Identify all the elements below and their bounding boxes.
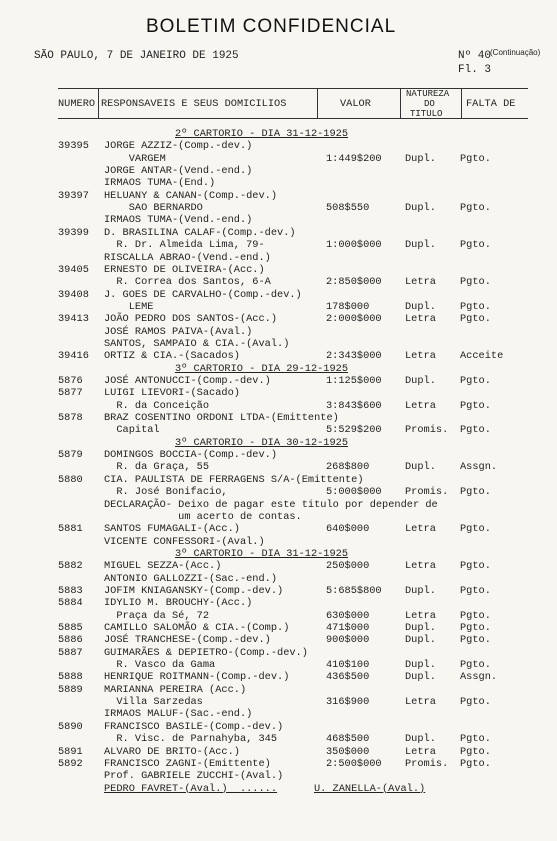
entry-text: R. José Bonifacio, [104,486,228,499]
entry-text: FRANCISCO BASILE-(Comp.-dev.) [104,720,284,733]
entry-reason: Pgto. [460,523,491,536]
entry-reason: Pgto. [460,634,491,647]
entry-value: 1:000$000 [326,239,382,252]
entry-reason: Pgto. [460,696,491,709]
entry-reason: Acceite [460,350,504,363]
entry-number: 5884 [58,597,83,610]
entry-value: 268$800 [326,461,370,474]
entry-text: VICENTE CONFESSORI-(Aval.) [104,535,265,548]
entry-nature: Letra [405,523,436,536]
entry-nature: Letra [405,609,436,622]
entry-nature: Dupl. [405,659,436,672]
entry-text: GUIMARÃES & DEPIETRO-(Comp.-dev.) [104,646,308,659]
entry-reason: Pgto. [460,584,491,597]
entry-reason: Pgto. [460,239,491,252]
entry-reason: Pgto. [460,609,491,622]
entry-text: ORTIZ & CIA.-(Sacados) [104,350,240,363]
entry-nature: Dupl. [405,584,436,597]
entry-text: JORGE AZZIZ-(Comp.-dev.) [104,140,253,153]
entry-nature: Letra [405,696,436,709]
entry-text: VARGEM [104,152,166,165]
entry-number: 5885 [58,622,83,634]
entry-number: 5879 [58,449,83,462]
entry-nature: Dupl. [405,202,436,215]
entry-text: HENRIQUE ROITMANN-(Comp.-dev.) [104,671,290,684]
entry-text: LEME [104,300,154,313]
entry-text: JOSÉ ANTONUCCI-(Comp.-dev.) [104,375,271,387]
entry-nature: Letra [405,313,436,326]
section-heading: 3º CARTORIO - DIA 29-12-1925 [175,362,349,375]
entry-value: 350$000 [326,745,370,758]
entry-text: R. da Conceição [104,399,210,412]
entry-value: 1:125$000 [326,375,382,387]
entry-number: 5887 [58,646,83,659]
col-header-falta: FALTA DE [466,98,516,110]
entry-text: CAMILLO SALOMÃO & CIA.-(Comp.) [104,622,290,634]
continuation-label: (Continuação) [490,48,541,57]
entry-text: RISCALLA ABRAO-(Vend.-end.) [104,251,271,264]
entry-value: 410$100 [326,659,370,672]
entry-reason: Pgto. [460,276,491,289]
entry-text: MIGUEL SEZZA-(Acc.) [104,560,222,573]
entry-text: Prof. GABRIELE ZUCCHI-(Aval.) [104,770,284,783]
entry-reason: Assgn. [460,671,498,684]
entry-nature: Letra [405,276,436,289]
entry-number: 5880 [58,473,83,486]
entry-value: 2:343$000 [326,350,382,363]
entry-value: 630$000 [326,609,370,622]
entry-text: MARIANNA PEREIRA (Acc.) [104,683,247,696]
section-heading: 3º CARTORIO - DIA 30-12-1925 [175,436,349,449]
entry-value: 5:000$000 [326,486,382,499]
entry-text: SANTOS, SAMPAIO & CIA.-(Aval.) [104,337,290,350]
entry-reason: Pgto. [460,399,491,412]
entry-text: IRMAOS MALUF-(Sac.-end.) [104,708,253,721]
entry-number: 5881 [58,523,83,536]
sheet-number: Fl. 3 [458,64,492,76]
entry-text: CIA. PAULISTA DE FERRAGENS S/A-(Emittente) [104,473,364,486]
entry-text: ERNESTO DE OLIVEIRA-(Acc.) [104,263,265,276]
entry-nature: Dupl. [405,300,436,313]
entry-nature: Promis. [405,424,449,437]
entry-value: 250$000 [326,560,370,573]
entry-nature: Promis. [405,486,449,499]
entry-text: JOSÉ TRANCHESE-(Comp.-dev.) [104,634,271,647]
col-header-numero: NUMERO [58,98,96,110]
entry-text: PEDRO FAVRET-(Aval.) ...... [104,782,278,795]
entry-nature: Dupl. [405,671,436,684]
entry-text: DECLARAÇÃO- Deixo de pagar este titulo por depender de [104,498,438,511]
entry-number: 39408 [58,288,89,301]
entry-value: 178$000 [326,300,370,313]
col-divider-4 [461,88,462,119]
entry-number: 5889 [58,683,83,696]
entry-nature: Dupl. [405,634,436,647]
entry-reason: Pgto. [460,622,491,634]
entry-text: J. GOES DE CARVALHO-(Comp.-dev.) [104,288,302,301]
entry-value: 316$900 [326,696,370,709]
bulletin-number: Nº 40 [458,50,492,62]
entry-reason: Pgto. [460,757,491,770]
entry-text: JOFIM KNIAGANSKY-(Comp.-dev.) [104,584,284,597]
header-top-rule [58,88,528,89]
entry-nature: Dupl. [405,461,436,474]
entry-text: IRMAOS TUMA-(Vend.-end.) [104,214,253,227]
col-divider-3 [400,88,401,119]
entry-number: 5882 [58,560,83,573]
entry-nature: Letra [405,560,436,573]
entry-nature: Letra [405,350,436,363]
entry-number: 39413 [58,313,89,326]
entry-text: SAO BERNARDO [104,202,203,215]
entry-nature: Letra [405,745,436,758]
entry-text: Capital [104,424,160,437]
place-date: SÃO PAULO, 7 DE JANEIRO DE 1925 [34,50,239,62]
entry-value: 2:000$000 [326,313,382,326]
entry-number: 5890 [58,720,83,733]
entry-reason: Pgto. [460,313,491,326]
entry-value: 5:529$200 [326,424,382,437]
entry-nature: Dupl. [405,239,436,252]
document-title: BOLETIM CONFIDENCIAL [146,16,397,37]
entry-value: 508$550 [326,202,370,215]
entry-reason: Pgto. [460,486,491,499]
entry-text: JOÃO PEDRO DOS SANTOS-(Acc.) [104,313,278,326]
entry-reason: Pgto. [460,659,491,672]
entry-number: 5888 [58,671,83,684]
entry-reason: Pgto. [460,202,491,215]
entry-reason: Pgto. [460,300,491,313]
entry-reason: Pgto. [460,745,491,758]
entry-number: 5883 [58,584,83,597]
entry-text: SANTOS FUMAGALI-(Acc.) [104,523,240,536]
entry-number: 5886 [58,634,83,647]
entry-reason: Pgto. [460,560,491,573]
entry-nature: Dupl. [405,375,436,387]
entry-text: D. BRASILINA CALAF-(Comp.-dev.) [104,226,296,239]
entry-text: R. Dr. Almeida Lima, 79- [104,239,265,252]
entry-text: IRMAOS TUMA-(End.) [104,177,216,190]
entry-number: 5878 [58,412,83,425]
entry-text: Villa Sarzedas [104,696,203,709]
col-header-natureza-do: DO [424,99,435,109]
entry-text: FRANCISCO ZAGNI-(Emittente) [104,757,271,770]
entry-nature: Dupl. [405,622,436,634]
entry-nature: Letra [405,399,436,412]
entry-nature: Dupl. [405,733,436,746]
entry-value: 2:850$000 [326,276,382,289]
col-header-natureza: NATUREZA [406,89,450,99]
section-heading: 3º CARTORIO - DIA 31-12-1925 [175,547,349,560]
entry-reason: Pgto. [460,424,491,437]
entry-value: 5:685$800 [326,584,382,597]
entry-text: BRAZ COSENTINO ORDONI LTDA-(Emittente) [104,412,339,425]
entry-reason: Assgn. [460,461,498,474]
col-header-valor: VALOR [340,98,371,110]
entry-text: um acerto de contas. [104,510,302,523]
entry-number: 5891 [58,745,83,758]
entry-text: R. Correa dos Santos, 6-A [104,276,271,289]
entry-number: 39405 [58,263,89,276]
entry-text: R. da Graça, 55 [104,461,210,474]
entry-number: 5876 [58,375,83,387]
entry-value: 1:449$200 [326,152,382,165]
col-header-natureza-titulo: TITULO [410,109,443,119]
entry-number: 39395 [58,140,89,153]
entry-nature: Dupl. [405,152,436,165]
entry-text: R. Visc. de Parnahyba, 345 [104,733,278,746]
col-divider-2 [317,88,318,119]
entry-text: JOSÉ RAMOS PAIVA-(Aval.) [104,325,253,338]
entry-value: 2:500$000 [326,757,382,770]
entry-reason: Pgto. [460,375,491,387]
entry-text: LUIGI LIEVORI-(Sacado) [104,387,240,400]
entry-text: IDYLIO M. BROUCHY-(Acc.) [104,597,253,610]
entry-text: DOMINGOS BOCCIA-(Comp.-dev.) [104,449,278,462]
entry-value: U. ZANELLA-(Aval.) [314,782,426,795]
entry-value: 900$000 [326,634,370,647]
entry-text: HELUANY & CANAN-(Comp.-dev.) [104,189,278,202]
entry-text: Praça da Sé, 72 [104,609,210,622]
entry-nature: Promis. [405,757,449,770]
entry-value: 3:843$600 [326,399,382,412]
entry-text: R. Vasco da Gama [104,659,216,672]
entry-reason: Pgto. [460,733,491,746]
entry-number: 39399 [58,226,89,239]
entry-number: 5877 [58,387,83,400]
entry-text: ALVARO DE BRITO-(Acc.) [104,745,240,758]
entry-reason: Pgto. [460,152,491,165]
entry-value: 436$500 [326,671,370,684]
section-heading: 2º CARTORIO - DIA 31-12-1925 [175,128,349,140]
entry-number: 39397 [58,189,89,202]
entry-number: 5892 [58,757,83,770]
entry-text: JORGE ANTAR-(Vend.-end.) [104,165,253,178]
entry-value: 468$500 [326,733,370,746]
entry-value: 640$000 [326,523,370,536]
entry-value: 471$000 [326,622,370,634]
entry-number: 39416 [58,350,89,363]
col-header-responsaveis: RESPONSAVEIS E SEUS DOMICILIOS [101,98,287,110]
col-divider-1 [98,88,99,119]
header-bottom-rule [58,118,528,119]
entry-text: ANTONIO GALLOZZI-(Sac.-end.) [104,572,278,585]
